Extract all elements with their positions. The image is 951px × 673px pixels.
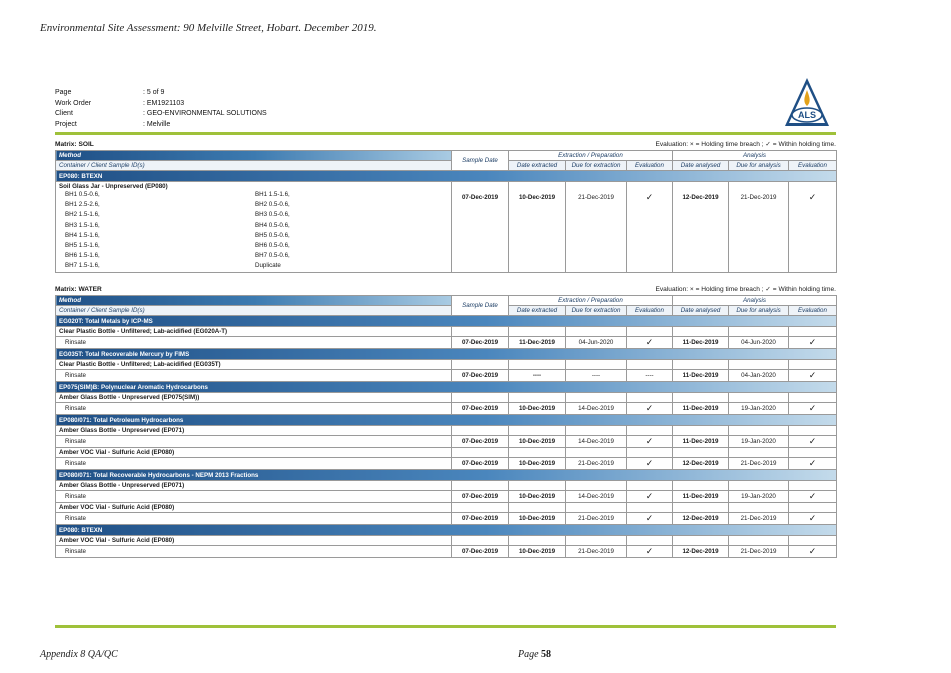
- sample-date-cell: 07-Dec-2019: [452, 403, 509, 415]
- method-header: Method: [56, 296, 452, 306]
- soil-matrix-label: Matrix: SOIL: [55, 140, 94, 148]
- report-metadata: [55, 88, 267, 130]
- empty-cell: [452, 503, 509, 513]
- sample-id: Rinsate: [56, 546, 452, 558]
- sample-id: BH5 0.5-0.6,: [255, 231, 290, 239]
- date-extracted-header: Date extracted: [509, 306, 566, 316]
- date-extracted-cell: 11-Dec-2019: [509, 337, 566, 349]
- sample-date-cell: 07-Dec-2019: [452, 491, 509, 503]
- empty-cell: [566, 503, 627, 513]
- check-icon: ✓: [627, 182, 673, 273]
- empty-cell: [452, 360, 509, 370]
- empty-cell: [509, 360, 566, 370]
- sample-date-cell: 07-Dec-2019: [452, 546, 509, 558]
- date-analysed-cell: 12-Dec-2019: [673, 513, 729, 525]
- date-analysed-header: Date analysed: [673, 161, 729, 171]
- date-analysed-header: Date analysed: [673, 306, 729, 316]
- sample-id: BH3 1.5-1.6,: [65, 221, 100, 229]
- sample-date-header: Sample Date: [452, 151, 509, 171]
- section-title: EG020T: Total Metals by ICP-MS: [56, 316, 837, 327]
- section-title: EP075(SIM)B: Polynuclear Aromatic Hydrocarbons: [56, 382, 837, 393]
- due-extraction-cell: 14-Dec-2019: [566, 403, 627, 415]
- water-matrix-label: Matrix: WATER: [55, 285, 102, 293]
- water-evaluation-legend: Evaluation: × = Holding time breach ; ✓ = Within holding time.: [655, 286, 836, 293]
- empty-cell: [627, 327, 673, 337]
- section-title: EP080/071: Total Petroleum Hydrocarbons: [56, 415, 837, 426]
- empty-cell: [789, 327, 837, 337]
- sample-id: BH6 1.5-1.6,: [65, 252, 100, 260]
- meta-value: : EM1921103: [143, 99, 185, 107]
- empty-cell: [509, 426, 566, 436]
- empty-cell: [566, 360, 627, 370]
- check-icon: ✓: [789, 370, 837, 382]
- sample-date-cell: 07-Dec-2019: [452, 436, 509, 448]
- empty-cell: [627, 503, 673, 513]
- check-icon: ✓: [627, 436, 673, 448]
- sample-id: Rinsate: [56, 491, 452, 503]
- meta-value: : Melville: [143, 120, 171, 128]
- due-analysis-cell: 04-Jan-2020: [729, 370, 789, 382]
- footer-page-number: 58: [541, 649, 552, 660]
- meta-label: Work Order: [55, 99, 92, 107]
- container-header: Container / Client Sample ID(s): [56, 161, 452, 171]
- date-extracted-cell: 10-Dec-2019: [509, 546, 566, 558]
- due-extraction-cell: 21-Dec-2019: [566, 546, 627, 558]
- sample-date-cell: 07-Dec-2019: [452, 370, 509, 382]
- date-extracted-cell: 10-Dec-2019: [509, 491, 566, 503]
- sample-id: BH2 1.5-1.6,: [65, 211, 100, 219]
- evaluation-header: Evaluation: [789, 306, 837, 316]
- empty-cell: [789, 481, 837, 491]
- sample-id: Rinsate: [56, 337, 452, 349]
- date-extracted-cell: 10-Dec-2019: [509, 403, 566, 415]
- due-extraction-header: Due for extraction: [566, 161, 627, 171]
- container-row: [56, 536, 837, 546]
- due-analysis-cell: 19-Jan-2020: [729, 491, 789, 503]
- sample-row: [56, 546, 837, 558]
- empty-cell: [729, 481, 789, 491]
- check-icon: ✓: [789, 513, 837, 525]
- due-analysis-header: Due for analysis: [729, 161, 789, 171]
- container-row: [56, 426, 837, 436]
- empty-cell: [673, 393, 729, 403]
- analysis-header: Analysis: [673, 151, 837, 161]
- top-divider: [55, 132, 836, 135]
- check-icon: ✓: [789, 337, 837, 349]
- empty-cell: [789, 426, 837, 436]
- container-name: Amber VOC Vial - Sulfuric Acid (EP080): [56, 503, 452, 513]
- sample-date-cell: 07-Dec-2019: [452, 337, 509, 349]
- sample-id: BH4 1.5-1.6,: [65, 231, 100, 239]
- check-icon: ✓: [789, 182, 837, 273]
- empty-cell: [509, 448, 566, 458]
- container-name: Clear Plastic Bottle - Unfiltered; Lab-acidified (EG020A-T): [56, 327, 452, 337]
- analysis-header: Analysis: [673, 296, 837, 306]
- evaluation-header: Evaluation: [789, 161, 837, 171]
- footer-appendix: Appendix 8 QA/QC: [40, 649, 118, 660]
- due-analysis-cell: 04-Jun-2020: [729, 337, 789, 349]
- water-holding-time-table: [55, 295, 837, 558]
- empty-cell: [789, 503, 837, 513]
- empty-cell: [729, 536, 789, 546]
- empty-cell: [627, 481, 673, 491]
- date-analysed-cell: 11-Dec-2019: [673, 337, 729, 349]
- empty-cell: [566, 536, 627, 546]
- sample-row: [56, 436, 837, 448]
- empty-cell: [509, 481, 566, 491]
- meta-value: : 5 of 9: [143, 89, 165, 96]
- due-extraction-cell: 14-Dec-2019: [566, 436, 627, 448]
- sample-id: BH6 0.5-0.6,: [255, 242, 290, 250]
- empty-cell: [566, 448, 627, 458]
- empty-cell: [627, 393, 673, 403]
- sample-id: Rinsate: [56, 370, 452, 382]
- empty-cell: [509, 536, 566, 546]
- extraction-header: Extraction / Preparation: [509, 296, 673, 306]
- sample-id: BH1 1.5-1.6,: [255, 191, 290, 198]
- check-icon: ✓: [627, 513, 673, 525]
- footer-page-label: Page: [518, 649, 539, 660]
- check-icon: ✓: [789, 491, 837, 503]
- sample-id: Rinsate: [56, 513, 452, 525]
- empty-cell: [673, 426, 729, 436]
- container-name: Clear Plastic Bottle - Unfiltered; Lab-acidified (EG035T): [56, 360, 452, 370]
- meta-row: [55, 88, 267, 99]
- due-extraction-cell: 21-Dec-2019: [566, 458, 627, 470]
- meta-row: [55, 99, 267, 110]
- soil-matrix-line: [55, 139, 836, 149]
- empty-cell: [673, 481, 729, 491]
- sample-date-cell: 07-Dec-2019: [452, 458, 509, 470]
- evaluation-header: Evaluation: [627, 306, 673, 316]
- check-icon: ✓: [627, 546, 673, 558]
- sample-date-header: Sample Date: [452, 296, 509, 316]
- section-title: EP080/071: Total Recoverable Hydrocarbons - NEPM 2013 Fractions: [56, 470, 837, 481]
- check-icon: ✓: [789, 546, 837, 558]
- date-analysed-cell: 12-Dec-2019: [673, 546, 729, 558]
- section-title: EP080: BTEXN: [56, 171, 837, 182]
- due-extraction-cell: 21-Dec-2019: [566, 513, 627, 525]
- section-title: EP080: BTEXN: [56, 525, 837, 536]
- empty-cell: [509, 503, 566, 513]
- sample-row: [56, 491, 837, 503]
- sample-id: BH5 1.5-1.6,: [65, 242, 100, 250]
- due-analysis-header: Due for analysis: [729, 306, 789, 316]
- container-row: [56, 360, 837, 370]
- empty-cell: [789, 448, 837, 458]
- due-analysis-cell: 21-Dec-2019: [729, 458, 789, 470]
- date-extracted-cell: 10-Dec-2019: [509, 458, 566, 470]
- empty-cell: [452, 448, 509, 458]
- extraction-header: Extraction / Preparation: [509, 151, 673, 161]
- empty-cell: [627, 448, 673, 458]
- empty-cell: [509, 393, 566, 403]
- soil-holding-time-table: [55, 150, 837, 273]
- date-extracted-cell: ----: [509, 370, 566, 382]
- due-analysis-cell: 21-Dec-2019: [729, 513, 789, 525]
- logo-text: ALS: [798, 110, 816, 120]
- container-row: [56, 503, 837, 513]
- sample-row: [56, 513, 837, 525]
- sample-id: BH1 2.5-2.6,: [65, 201, 100, 209]
- container-name: Amber VOC Vial - Sulfuric Acid (EP080): [56, 536, 452, 546]
- empty-cell: [452, 481, 509, 491]
- empty-cell: [789, 360, 837, 370]
- container-name: Amber VOC Vial - Sulfuric Acid (EP080): [56, 448, 452, 458]
- check-icon: ✓: [627, 458, 673, 470]
- sample-id: BH7 1.5-1.6,: [65, 262, 100, 270]
- empty-cell: [452, 536, 509, 546]
- bottom-divider: [55, 625, 836, 628]
- meta-row: [55, 120, 267, 131]
- empty-cell: [452, 327, 509, 337]
- sample-id: BH4 0.5-0.6,: [255, 221, 290, 229]
- sample-id-list: [59, 190, 448, 272]
- empty-cell: [729, 503, 789, 513]
- empty-cell: [673, 536, 729, 546]
- empty-cell: [566, 426, 627, 436]
- empty-cell: [673, 327, 729, 337]
- due-analysis-cell: 19-Jan-2020: [729, 436, 789, 448]
- empty-cell: [452, 426, 509, 436]
- empty-cell: [627, 360, 673, 370]
- evaluation-header: Evaluation: [627, 161, 673, 171]
- check-icon: ✓: [789, 403, 837, 415]
- container-row: [56, 448, 837, 458]
- empty-cell: [729, 448, 789, 458]
- sample-row: [56, 370, 837, 382]
- sample-id: Rinsate: [56, 403, 452, 415]
- method-header: Method: [56, 151, 452, 161]
- check-icon: ✓: [789, 458, 837, 470]
- footer-page: [518, 649, 551, 660]
- sample-id: Duplicate: [255, 262, 281, 270]
- meta-value: : GEO-ENVIRONMENTAL SOLUTIONS: [143, 110, 267, 117]
- sample-row: [56, 403, 837, 415]
- meta-label: Page: [55, 89, 72, 96]
- due-extraction-cell: 14-Dec-2019: [566, 491, 627, 503]
- sample-date-cell: 07-Dec-2019: [452, 513, 509, 525]
- container-row: [56, 327, 837, 337]
- empty-cell: [452, 393, 509, 403]
- meta-label: Client: [55, 110, 73, 117]
- check-icon: ✓: [627, 337, 673, 349]
- soil-evaluation-legend: Evaluation: × = Holding time breach ; ✓ = Within holding time.: [655, 141, 836, 148]
- due-extraction-header: Due for extraction: [566, 306, 627, 316]
- sample-id: Rinsate: [56, 436, 452, 448]
- due-extraction-cell: ----: [566, 370, 627, 382]
- date-extracted-header: Date extracted: [509, 161, 566, 171]
- sample-id: BH7 0.5-0.6,: [255, 252, 290, 260]
- sample-id: BH3 0.5-0.6,: [255, 211, 290, 219]
- due-extraction-cell: 04-Jun-2020: [566, 337, 627, 349]
- due-analysis-cell: 19-Jan-2020: [729, 403, 789, 415]
- empty-cell: [509, 327, 566, 337]
- empty-cell: [566, 327, 627, 337]
- check-icon: ✓: [627, 403, 673, 415]
- due-analysis-cell: 21-Dec-2019: [729, 182, 789, 273]
- empty-cell: [789, 393, 837, 403]
- date-analysed-cell: 11-Dec-2019: [673, 370, 729, 382]
- date-analysed-cell: 11-Dec-2019: [673, 436, 729, 448]
- due-extraction-cell: 21-Dec-2019: [566, 182, 627, 273]
- meta-label: Project: [55, 120, 77, 128]
- check-icon: ✓: [627, 491, 673, 503]
- date-extracted-cell: 10-Dec-2019: [509, 513, 566, 525]
- sample-id: BH2 0.5-0.6,: [255, 201, 290, 209]
- meta-row: [55, 109, 267, 120]
- sample-row: [56, 337, 837, 349]
- evaluation-cell: ----: [627, 370, 673, 382]
- empty-cell: [566, 393, 627, 403]
- date-extracted-cell: 10-Dec-2019: [509, 182, 566, 273]
- empty-cell: [729, 393, 789, 403]
- sample-id: BH1 0.5-0.6,: [65, 191, 100, 198]
- container-header: Container / Client Sample ID(s): [56, 306, 452, 316]
- document-title: Environmental Site Assessment: 90 Melville Street, Hobart. December 2019.: [40, 22, 377, 34]
- als-logo: [783, 76, 831, 128]
- container-name: Amber Glass Bottle - Unpreserved (EP075(SIM)): [56, 393, 452, 403]
- empty-cell: [673, 503, 729, 513]
- empty-cell: [673, 360, 729, 370]
- empty-cell: [627, 426, 673, 436]
- sample-row: [56, 458, 837, 470]
- sample-date-cell: 07-Dec-2019: [452, 182, 509, 273]
- container-row: [56, 393, 837, 403]
- soil-sample-cell: [56, 182, 452, 273]
- date-analysed-cell: 12-Dec-2019: [673, 182, 729, 273]
- due-analysis-cell: 21-Dec-2019: [729, 546, 789, 558]
- sample-id: Rinsate: [56, 458, 452, 470]
- empty-cell: [673, 448, 729, 458]
- container-name: Soil Glass Jar - Unpreserved (EP080): [59, 183, 168, 190]
- water-matrix-line: [55, 284, 836, 294]
- date-analysed-cell: 11-Dec-2019: [673, 491, 729, 503]
- empty-cell: [566, 481, 627, 491]
- empty-cell: [729, 360, 789, 370]
- empty-cell: [789, 536, 837, 546]
- container-name: Amber Glass Bottle - Unpreserved (EP071): [56, 481, 452, 491]
- empty-cell: [729, 327, 789, 337]
- container-row: [56, 481, 837, 491]
- check-icon: ✓: [789, 436, 837, 448]
- section-title: EG035T: Total Recoverable Mercury by FIMS: [56, 349, 837, 360]
- container-name: Amber Glass Bottle - Unpreserved (EP071): [56, 426, 452, 436]
- date-extracted-cell: 10-Dec-2019: [509, 436, 566, 448]
- date-analysed-cell: 12-Dec-2019: [673, 458, 729, 470]
- empty-cell: [729, 426, 789, 436]
- empty-cell: [627, 536, 673, 546]
- date-analysed-cell: 11-Dec-2019: [673, 403, 729, 415]
